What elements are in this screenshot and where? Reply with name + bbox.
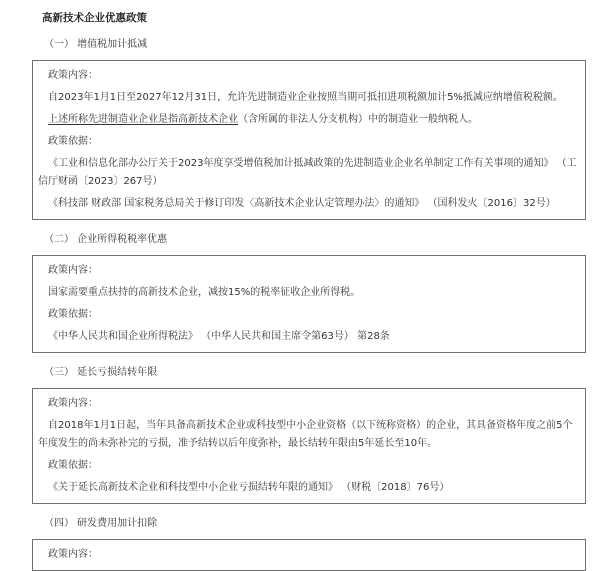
paragraph-text: （含所属的非法人分支机构）中的制造业一般纳税人。 [238,114,478,125]
content-label: 政策内容： [48,398,98,409]
section-heading-3-loss-carryforward: （三） 延长亏损结转年限 [44,367,158,378]
policy-box-2 [32,255,586,353]
policy-basis-citation: 《工业和信息化部办公厅关于2023年度享受增值税加计抵减政策的先进制造业企业名单制定工作有关事项的通知》 （工信厅财函〔2023〕267号） [38,158,577,187]
section-heading-1-vat-deduction: （一） 增值税加计抵减 [44,39,148,50]
section-heading-2-income-tax-rate: （二） 企业所得税税率优惠 [44,234,168,245]
content-label: 政策内容： [48,70,98,81]
policy-basis-citation: 《科技部 财政部 国家税务总局关于修订印发〈高新技术企业认定管理办法〉的通知》 （国科发火〔2016〕32号） [48,198,556,209]
policy-box-3 [32,388,586,504]
policy-basis-citation: 《中华人民共和国企业所得税法》 （中华人民共和国主席令第63号） 第28条 [48,331,390,342]
document-title: 高新技术企业优惠政策 [42,12,147,24]
content-label: 政策内容： [48,549,98,560]
policy-box-1 [32,60,586,220]
basis-label: 政策依据： [48,309,98,320]
policy-content-paragraph: 自2018年1月1日起，当年具备高新技术企业或科技型中小企业资格（以下统称资格）的企业，其具备资格年度之前5个年度发生的尚未弥补完的亏损，准予结转以后年度弥补，最长结转年限由5年延长至10年。 [38,420,573,449]
policy-content-paragraph [38,111,577,129]
policy-basis-citation: 《关于延长高新技术企业和科技型中小企业亏损结转年限的通知》 （财税〔2018〕76号） [48,482,450,493]
policy-box-4 [32,539,586,571]
policy-content-paragraph: 自2023年1月1日至2027年12月31日，允许先进制造业企业按照当期可抵扣进项税额加计5%抵减应纳增值税税额。 [48,92,563,103]
basis-label: 政策依据： [48,136,98,147]
content-label: 政策内容： [48,265,98,276]
section-heading-4-rd-expense-deduction: （四） 研发费用加计扣除 [44,518,158,529]
policy-content-paragraph: 国家需要重点扶持的高新技术企业，减按15%的税率征收企业所得税。 [48,287,361,298]
underlined-text: 上述所称先进制造业企业是指高新技术企业 [48,114,238,125]
basis-label: 政策依据： [48,460,98,471]
